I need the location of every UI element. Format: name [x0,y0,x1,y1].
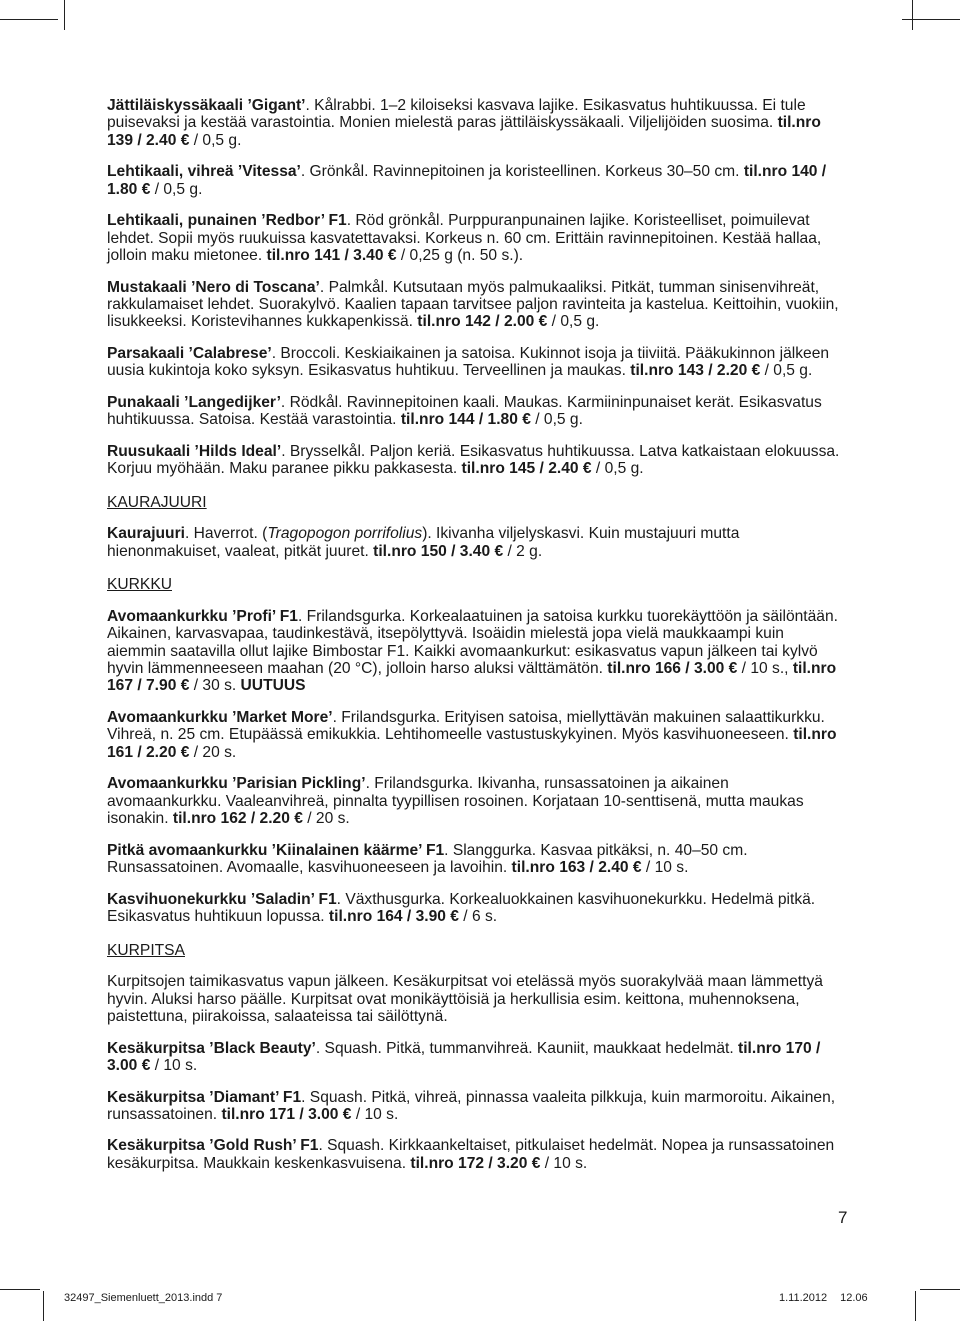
footer-file: 32497_Siemenluett_2013.indd 7 [64,1292,223,1304]
bold-text: € [180,743,190,761]
body-text: . Frilandsgurka. Ikivanha, runsassatoinen ja aikainen avomaankurkku. Vaaleanvihreä, pinnalta tyypillisen rosoinen. Korjataan 10-senttisenä, mutta maukas isonakin. [107,775,804,827]
body-text: . Brysselkål. Paljon keriä. Esikasvatus huhtikuussa. Latva katkaistaan elokuussa. Korjuu myöhään. Maku paranee pikku pakkasesta. [107,442,840,478]
product-entry [107,775,842,827]
body-text: / 30 s. [189,677,241,695]
bold-text: Ruusukaali ’Hilds Ideal’ [107,442,282,460]
page-number: 7 [838,1208,848,1227]
body-text: / 0,5 g. [189,131,242,149]
product-entry [107,163,842,198]
bold-text: Lehtikaali, vihreä ’Vitessa’ [107,163,301,181]
bold-text: € [632,858,642,876]
footer-timestamp [779,1292,868,1304]
bold-text: € [450,907,459,925]
product-entry [107,345,842,380]
body-text: . Frilandsgurka. Korkealaatuinen ja satoisa kurkku tuorekäyttöön ja säilöntään. Aikainen, karvasvapaa, taudinkestävä, itsepölyttyvä. Isoäidin mielestä jopa vielä maukkaampi kuin aiemmin saatavilla ollut lajike Bimbostar F1. Kaikki avomaankurkut: esikasvatus vapun jälkeen tai kylvö hyvin lämmenneeseen maahan (20 °C), jolloin harso aluksi välttämätön. [107,608,838,678]
footer-time: 12.06 [840,1292,868,1304]
body-text: / 2 g. [503,542,543,560]
bold-text: € [751,362,761,380]
bold-text: til.nro 142 / 2.00 [417,313,535,331]
crop-mark [0,1289,40,1290]
body-text: / 20 s. [189,743,237,761]
bold-text: til.nro 172 / 3.20 [410,1154,528,1172]
crop-mark [912,0,913,30]
product-entry [107,891,842,926]
bold-text: € [522,411,531,429]
bold-text: til.nro 139 / 2.40 [107,114,821,149]
section-heading: KURKKU [107,576,172,594]
crop-mark [64,0,65,30]
product-entry [107,525,842,560]
bold-text: Jättiläiskyssäkaali ’Gigant’ [107,97,306,114]
bold-text: til.nro 150 / 3.40 [373,542,491,560]
italic-text: Tragopogon porrifolius [267,525,423,543]
bold-text: til.nro 162 / 2.20 [172,809,290,827]
catalog-content [107,97,842,1186]
body-text: / 10 s. [150,1056,198,1074]
bold-text: € [387,246,397,264]
body-text: / 10 s. [641,858,689,876]
body-text: / 10 s., [737,660,793,678]
body-text: ). Ikivanha viljelyskasvi. Kuin mustajuuri mutta hienonmakuiset, vaaleat, pitkät juuret. [107,525,740,560]
product-entry [107,1089,842,1124]
product-entry [107,842,842,877]
bold-text: Avomaankurkku ’Profi’ F1 [107,608,298,626]
bold-text: € [180,677,190,695]
bold-text: til.nro 166 / 3.00 [607,660,725,678]
crop-mark [920,1289,960,1290]
product-entry [107,709,842,761]
bold-text: Mustakaali ’Nero di Toscana’ [107,278,320,296]
bold-text: € [531,1154,541,1172]
bold-text: til.nro 140 / 1.80 [107,163,827,198]
body-text: / 10 s. [540,1154,588,1172]
body-text: . Röd grönkål. Purppuranpunainen lajike. Koristeelliset, poimuilevat lehdet. Sopii myös ruukuissa kasvatettavaksi. Korkeus n. 60 cm. Erittäin ravinnepitoinen. Kestää hallaa, jolloin maku mietonee. [107,212,822,264]
bold-text: Avomaankurkku ’Parisian Pickling’ [107,775,366,793]
product-entry [107,1137,842,1172]
section-heading: KURPITSA [107,941,185,959]
bold-text: € [141,180,151,198]
crop-mark [43,1291,44,1321]
bold-text: Pitkä avomaankurkku ’Kiinalainen käärme’ F1 [107,841,445,859]
section-heading: KAURAJUURI [107,493,207,511]
footer-date: 1.11.2012 [779,1292,828,1304]
bold-text: Kesäkurpitsa ’Gold Rush’ F1 [107,1137,319,1155]
bold-text: € [538,313,548,331]
product-entry [107,608,842,694]
body-text: . Rödkål. Ravinnepitoinen kaali. Maukas. Karmiininpunaiset kerät. Esikasvatus huhtikuussa. Satoisa. Kestää varastointia. [107,393,822,429]
product-entry [107,973,842,1025]
product-entry [107,212,842,264]
bold-text: Lehtikaali, punainen ’Redbor’ F1 [107,212,347,230]
bold-text: Kesäkurpitsa ’Diamant’ F1 [107,1088,302,1106]
bold-text: til.nro 141 / 3.40 [266,246,384,264]
body-text: / 0,5 g. [150,180,203,198]
body-text: . Squash. Kirkkaankeltaiset, pitkulaiset hedelmät. Nopea ja runsassatoinen kesäkurpitsa. Maukkain keskenkasvuisena. [107,1137,835,1172]
bold-text: € [180,131,190,149]
bold-text: til.nro 145 / 2.40 [461,460,579,478]
bold-text: € [141,1056,151,1074]
bold-text: til.nro 144 / 1.80 [400,411,518,429]
body-text: . Grönkål. Ravinnepitoinen ja koristeellinen. Korkeus 30–50 cm. [300,163,744,181]
body-text: / 0,5 g. [591,460,644,478]
body-text: . Växthusgurka. Korkealuokkainen kasvihuonekurkku. Hedelmä pitkä. Esikasvatus huhtikuun lopussa. [107,890,816,925]
body-text: . Haverrot. ( [184,525,268,543]
bold-text: Kesäkurpitsa ’Black Beauty’ [107,1039,316,1057]
product-entry [107,279,842,331]
bold-text: Parsakaali ’Calabrese’ [107,344,272,362]
bold-text: Avomaankurkku ’Market More’ [107,709,333,727]
bold-text: til.nro 143 / 2.20 [630,362,748,380]
body-text: . Broccoli. Keskiaikainen ja satoisa. Kukinnot isoja ja tiiviitä. Pääkukinnon jälkeen uusia kukintoja koko syksyn. Esikasvatus huhtikuu. Terveellinen ja maukas. [107,344,830,380]
bold-text: til.nro 170 / 3.00 [107,1039,821,1074]
bold-text: Punakaali ’Langedijker’ [107,393,281,411]
crop-mark [915,1291,916,1321]
body-text: . Slanggurka. Kasvaa pitkäksi, n. 40–50 cm. Runsassatoinen. Avomaalle, kasvihuoneeseen ja lavoihin. [107,841,748,876]
body-text: / 10 s. [351,1105,399,1123]
bold-text: € [728,660,738,678]
bold-text: til.nro 163 / 2.40 [511,858,629,876]
body-text: . Squash. Pitkä, tummanvihreä. Kauniit, maukkaat hedelmät. [315,1039,739,1057]
bold-text: til.nro 161 / 2.20 [107,726,837,761]
body-text: . Kålrabbi. 1–2 kiloiseksi kasvava lajike. Esikasvatus huhtikuussa. Ei tule puisevaksi ja kestää varastointia. Monien mielestä paras jättiläiskyssäkaali. Viljelijöiden suosima. [107,97,806,132]
body-text: . Squash. Pitkä, vihreä, pinnassa vaaleita pilkkuja, kuin marmoroitu. Aikainen, runsassatoinen. [107,1088,836,1123]
product-entry [107,1040,842,1075]
body-text: / 20 s. [302,809,350,827]
product-entry [107,443,842,478]
body-text: / 6 s. [458,907,498,925]
bold-text: UUTUUS [240,677,306,695]
body-text: . Palmkål. Kutsutaan myös palmukaaliksi. Pitkät, tumman sinisenvihreät, rakkulamaiset lehdet. Suorakylvö. Kaalien tapaan tarvitsee paljon ravinteita ja kastelua. Keittoihin, vuokiin, lisukkeeksi. Koristevihannes kukkapenkissä. [107,278,839,331]
bold-text: € [342,1105,352,1123]
bold-text: til.nro 171 / 3.00 [221,1105,339,1123]
body-text: / 0,25 g (n. 50 s.). [396,246,524,264]
crop-mark [0,19,58,20]
body-text: Kurpitsojen taimikasvatus vapun jälkeen. Kesäkurpitsat voi etelässä myös suorakylvää maan lämmettyä hyvin. Aluksi harso päälle. Kurpitsat ovat monikäyttöisiä ja herkullisia esim. keittona, muhennoksena, paistettuna, piirakoissa, salaateissa tai säilöttynä. [107,973,823,1025]
bold-text: Kasvihuonekurkku ’Saladin’ F1 [107,890,337,908]
bold-text: til.nro 167 / 7.90 [107,660,837,695]
body-text: / 0,5 g. [547,313,600,331]
product-entry [107,97,842,149]
product-entry [107,394,842,429]
bold-text: € [582,460,592,478]
bold-text: Kaurajuuri [107,525,185,543]
bold-text: € [294,809,303,827]
body-text: / 0,5 g. [530,411,583,429]
body-text: . Frilandsgurka. Erityisen satoisa, miellyttävän makuinen salaattikurkku. Vihreä, n. 25 cm. Etupäässä emikukkia. Lehtihomeelle vastustuskykyinen. Myös kasvihuoneeseen. [107,709,825,744]
bold-text: til.nro 164 / 3.90 [328,907,446,925]
crop-mark [902,19,960,20]
bold-text: € [494,542,504,560]
body-text: / 0,5 g. [760,362,813,380]
